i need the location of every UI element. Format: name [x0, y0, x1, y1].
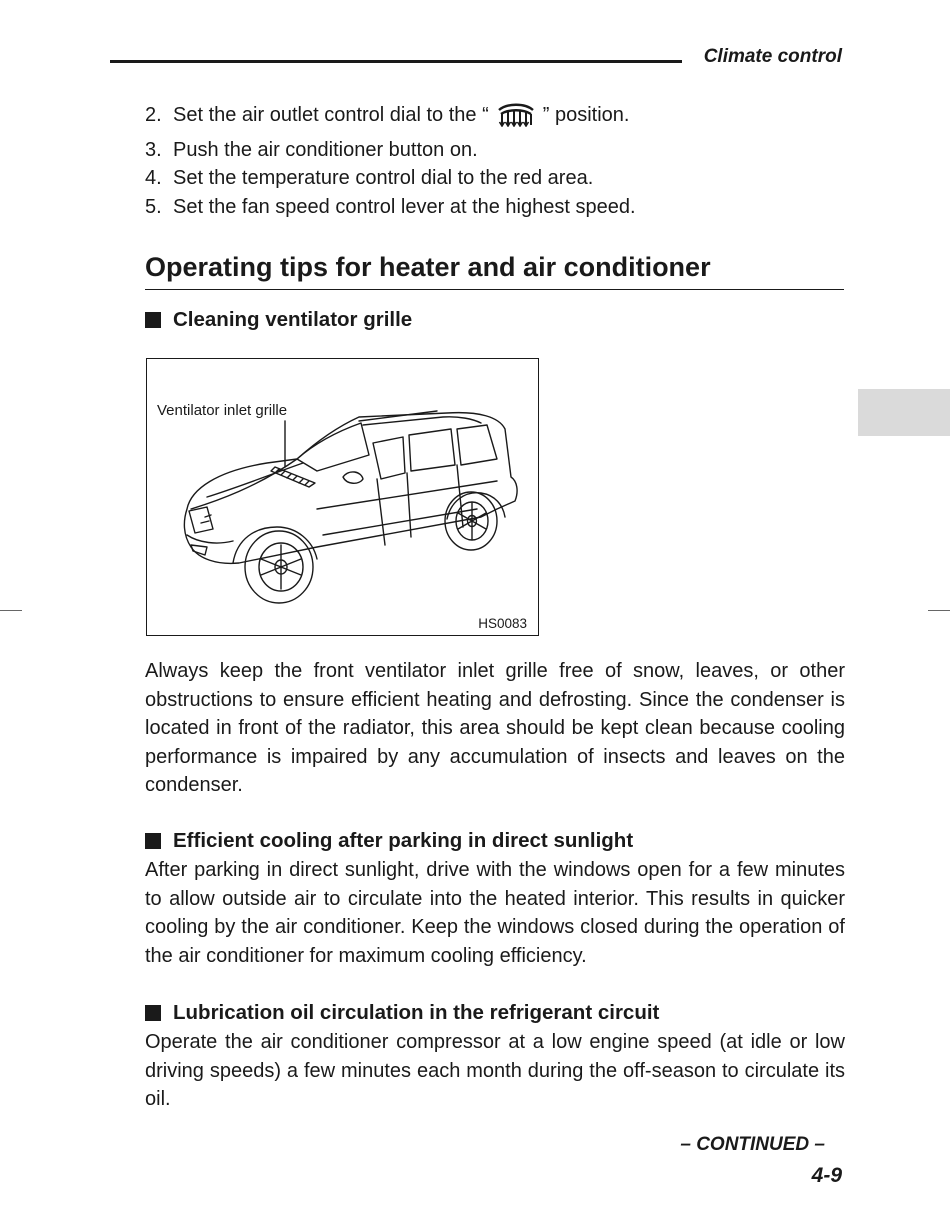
subheading-cleaning: [145, 308, 412, 332]
step-number: 4.: [145, 167, 162, 189]
header-rule: [110, 60, 682, 63]
step-item: [145, 136, 636, 165]
step-text: [173, 101, 629, 136]
crop-mark-left: [0, 610, 22, 611]
step-text-before: Set the air outlet control dial to the “: [173, 104, 489, 126]
page-number: 4-9: [811, 1164, 842, 1187]
figure-callout-label: Ventilator inlet grille: [157, 402, 288, 419]
chapter-title: Climate control: [703, 46, 842, 67]
crop-mark-right: [928, 610, 950, 611]
procedure-steps: [145, 101, 636, 221]
step-item: [145, 193, 636, 222]
square-bullet-icon: [145, 833, 161, 849]
subheading-cooling: [145, 829, 633, 853]
continued-note: – CONTINUED –: [680, 1134, 825, 1155]
step-item: [145, 101, 636, 136]
step-item: [145, 164, 636, 193]
paragraph-cleaning: Always keep the front ventilator inlet grille free of snow, leaves, or other obstructions to ensure efficient heating and defrosting. Since the condenser is located in front of the radiator, this area should be kept clean because cooling performance is impaired by any accumulation of insects and leaves on the condenser.: [145, 660, 845, 796]
step-text: Set the fan speed control lever at the highest speed.: [173, 195, 636, 218]
chapter-side-tab: [858, 389, 950, 436]
square-bullet-icon: [145, 1005, 161, 1021]
car-illustration: [147, 359, 540, 637]
section-title: Operating tips for heater and air conditioner: [145, 252, 711, 282]
step-text: Push the air conditioner button on.: [173, 138, 478, 161]
defrost-icon: [493, 101, 539, 136]
subheading-text: Efficient cooling after parking in direct sunlight: [173, 829, 634, 852]
paragraph-lubrication: Operate the air conditioner compressor at a low engine speed (at idle or low driving speeds) a few minutes each month during the off-season to circulate its oil.: [145, 1031, 845, 1110]
subheading-text: Cleaning ventilator grille: [173, 308, 413, 331]
subheading-lubrication: [145, 1001, 659, 1025]
step-number: 3.: [145, 138, 162, 161]
step-text-after: ” position.: [542, 104, 630, 126]
section-rule: [145, 289, 844, 290]
vehicle-illustration: [146, 358, 539, 636]
subheading-text: Lubrication oil circulation in the refrigerant circuit: [173, 1001, 660, 1024]
figure-code: HS0083: [478, 616, 527, 631]
step-number: 2.: [145, 104, 162, 126]
square-bullet-icon: [145, 312, 161, 328]
step-text: Set the temperature control dial to the red area.: [173, 167, 594, 189]
step-number: 5.: [145, 195, 162, 218]
paragraph-cooling: After parking in direct sunlight, drive with the windows open for a few minutes to allow outside air to circulate into the heated interior. This results in quicker cooling by the air conditioner. Keep the windows closed during the operation of the air conditioner for maximum cooling efficiency.: [145, 859, 845, 967]
